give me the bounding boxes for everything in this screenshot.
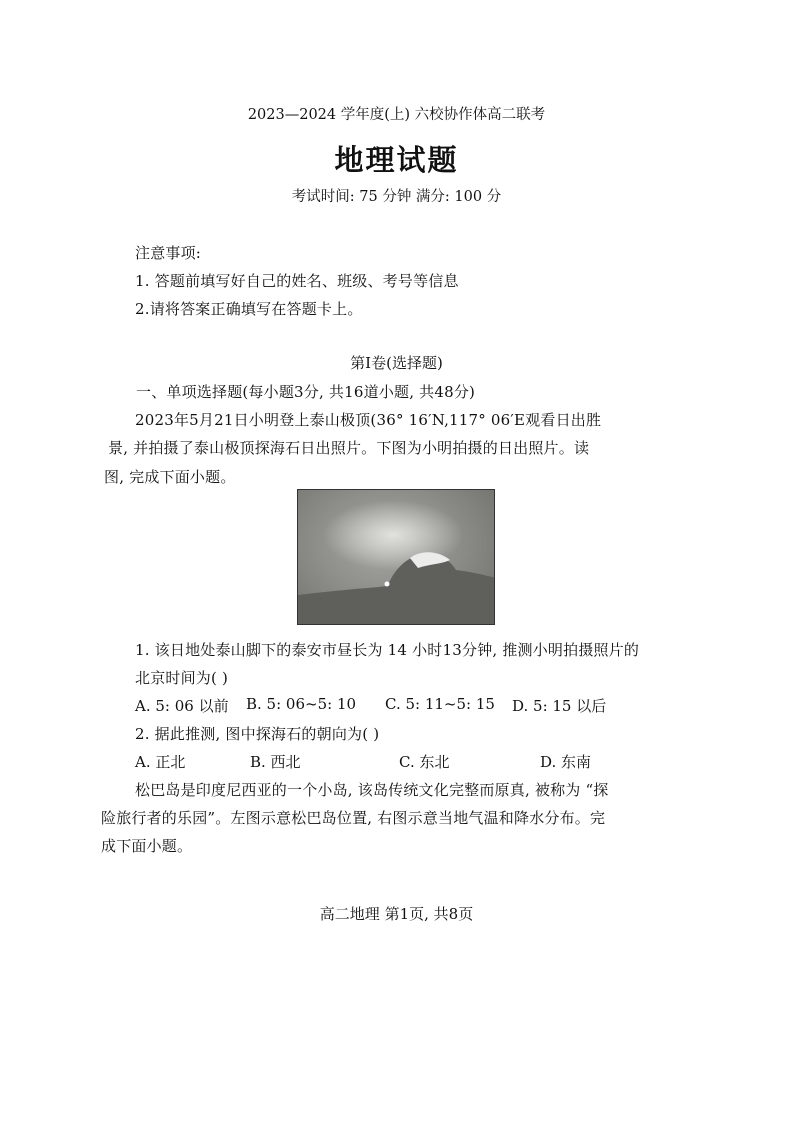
sunrise-photo — [297, 489, 495, 625]
question1-option-d: D. 5: 15 以后 — [512, 697, 607, 715]
question2-option-b: B. 西北 — [250, 753, 301, 771]
exam-info: 考试时间: 75 分钟 满分: 100 分 — [291, 189, 502, 205]
question2-option-a: A. 正北 — [135, 753, 186, 771]
question1-option-a: A. 5: 06 以前 — [135, 697, 229, 715]
question1-line-1: 1. 该日地处泰山脚下的泰安市昼长为 14 小时13分钟, 推测小明拍摄照片的 — [135, 641, 640, 659]
passage1-line-1: 2023年5月21日小明登上泰山极顶(36° 16′N,117° 06′E观看日出胜 — [135, 411, 602, 429]
page-title: 地理试题 — [334, 143, 459, 177]
question1-line-2: 北京时间为( ) — [135, 669, 229, 687]
section-title: 第Ⅰ卷(选择题) — [350, 354, 443, 372]
question2-option-d: D. 东南 — [540, 753, 592, 771]
passage2-line-3: 成下面小题。 — [101, 837, 193, 855]
notice-item-1: 1. 答题前填写好自己的姓名、班级、考号等信息 — [135, 272, 459, 290]
question2-line-1: 2. 据此推测, 图中探海石的朝向为( ) — [135, 725, 380, 743]
exam-header-line: 2023—2024 学年度(上) 六校协作体高二联考 — [247, 107, 546, 123]
question1-option-c: C. 5: 11~5: 15 — [385, 695, 495, 713]
question1-option-b: B. 5: 06~5: 10 — [246, 695, 357, 713]
sunrise-photo-graphic — [298, 490, 495, 625]
notice-item-2: 2.请将答案正确填写在答题卡上。 — [135, 300, 363, 318]
part-heading: 一、单项选择题(每小题3分, 共16道小题, 共48分) — [136, 383, 476, 401]
passage1-line-2: 景, 并拍摄了泰山极顶探海石日出照片。下图为小明拍摄的日出照片。读 — [108, 439, 590, 457]
passage1-line-3: 图, 完成下面小题。 — [104, 468, 236, 486]
notice-heading: 注意事项: — [135, 244, 202, 262]
passage2-line-2: 险旅行者的乐园”。左图示意松巴岛位置, 右图示意当地气温和降水分布。完 — [101, 809, 606, 827]
page-footer: 高二地理 第1页, 共8页 — [319, 905, 474, 923]
question2-option-c: C. 东北 — [399, 753, 450, 771]
passage2-line-1: 松巴岛是印度尼西亚的一个小岛, 该岛传统文化完整而原真, 被称为 “探 — [135, 781, 609, 799]
